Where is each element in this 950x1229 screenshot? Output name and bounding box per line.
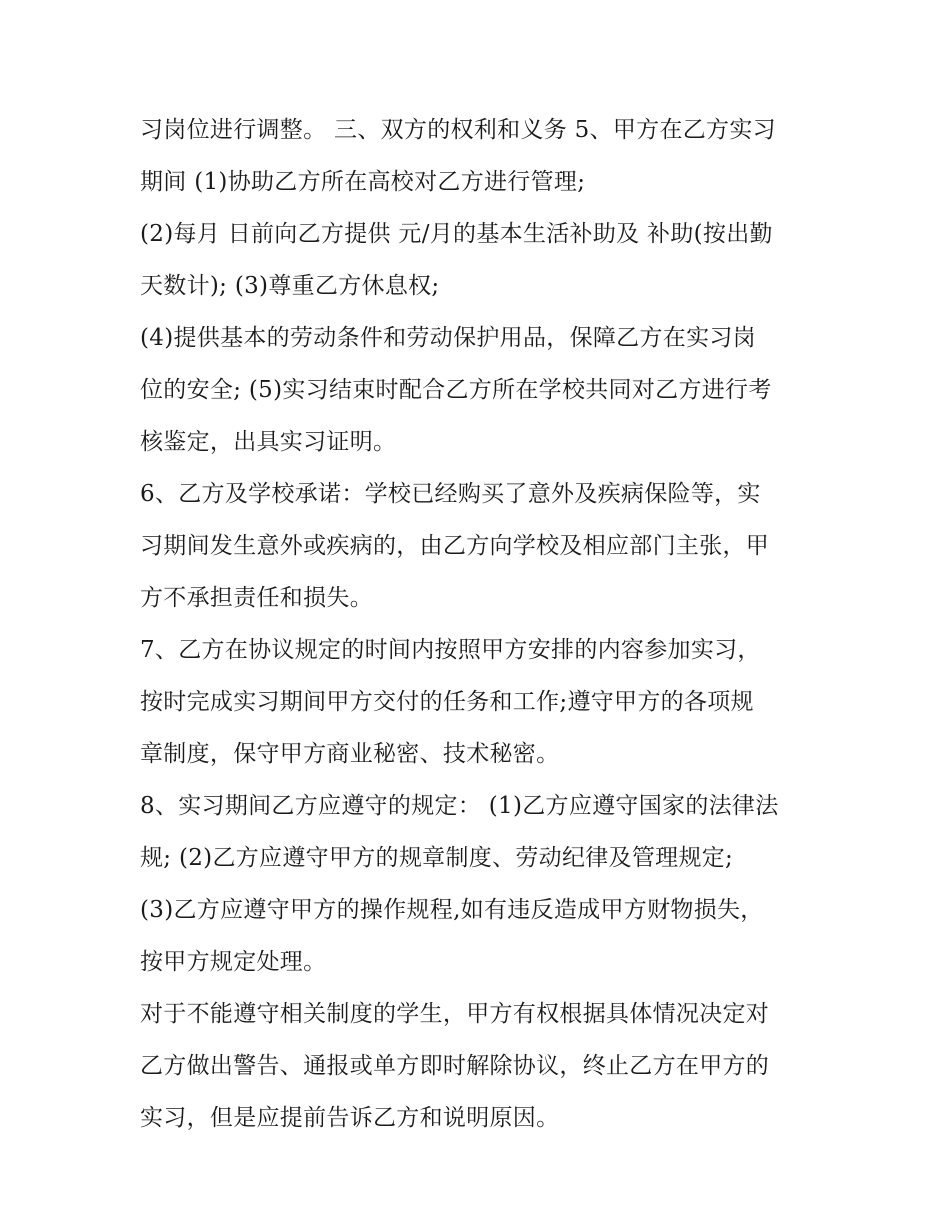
text-line: (2)每月 日前向乙方提供 元/月的基本生活补助及 补助(按出勤 bbox=[140, 221, 773, 247]
text-line: (3)乙方应遵守甲方的操作规程,如有违反造成甲方财物损失， bbox=[140, 897, 764, 923]
text-line: 期间 (1)协助乙方所在高校对乙方进行管理; bbox=[140, 169, 586, 195]
text-line: 按时完成实习期间甲方交付的任务和工作;遵守甲方的各项规 bbox=[140, 689, 754, 715]
text-line: 规; (2)乙方应遵守甲方的规章制度、劳动纪律及管理规定; bbox=[140, 845, 734, 871]
text-line: 8、实习期间乙方应遵守的规定： (1)乙方应遵守国家的法律法 bbox=[140, 793, 779, 819]
text-line: 按甲方规定处理。 bbox=[140, 949, 327, 975]
text-line: 6、乙方及学校承诺：学校已经购买了意外及疾病保险等，实 bbox=[140, 481, 761, 507]
text-line: 习岗位进行调整。 三、双方的权利和义务 5、甲方在乙方实习 bbox=[140, 117, 776, 143]
text-line: 方不承担责任和损失。 bbox=[140, 585, 373, 611]
document-body bbox=[140, 104, 820, 1144]
text-line: 实习，但是应提前告诉乙方和说明原因。 bbox=[140, 1105, 560, 1131]
text-line: 乙方做出警告、通报或单方即时解除协议，终止乙方在甲方的 bbox=[140, 1053, 770, 1079]
text-line: 位的安全; (5)实习结束时配合乙方所在学校共同对乙方进行考 bbox=[140, 377, 772, 403]
text-line: 对于不能遵守相关制度的学生，甲方有权根据具体情况决定对 bbox=[140, 1001, 770, 1027]
text-line: (4)提供基本的劳动条件和劳动保护用品，保障乙方在实习岗 bbox=[140, 325, 756, 351]
text-line: 天数计); (3)尊重乙方休息权; bbox=[140, 273, 440, 299]
text-line: 章制度，保守甲方商业秘密、技术秘密。 bbox=[140, 741, 560, 767]
text-line: 7、乙方在协议规定的时间内按照甲方安排的内容参加实习， bbox=[140, 637, 761, 663]
text-line: 核鉴定，出具实习证明。 bbox=[140, 429, 397, 455]
text-line: 习期间发生意外或疾病的，由乙方向学校及相应部门主张，甲 bbox=[140, 533, 770, 559]
